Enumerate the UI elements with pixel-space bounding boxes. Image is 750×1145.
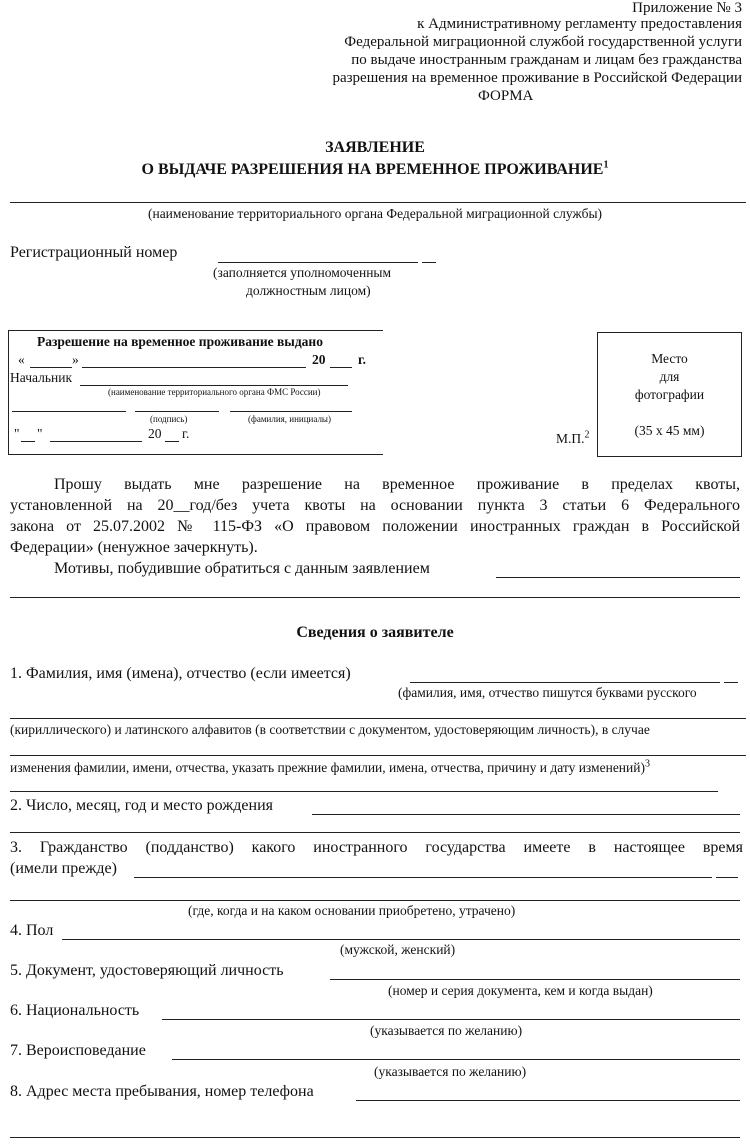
field-birth-label: 2. Число, месяц, год и место рождения (10, 797, 273, 814)
authority-line[interactable] (10, 202, 746, 203)
registration-note-2: должностным лицом) (246, 283, 371, 298)
permit-heading: Разрешение на временное проживание выдано (37, 334, 323, 349)
field-sex-label: 4. Пол (10, 922, 54, 939)
field-name-line[interactable] (410, 682, 720, 683)
request-line-4: Федерации» (ненужное зачеркнуть). (10, 539, 258, 556)
permit-quote-close: » (72, 352, 79, 367)
field-document-note: (номер и серия документа, кем и когда выдан) (388, 983, 653, 998)
field-name-footnote-mark: 3 (644, 758, 650, 770)
photo-size: (35 х 45 мм) (634, 423, 705, 438)
permit-signature-line[interactable] (135, 411, 219, 412)
registration-number-line[interactable] (218, 262, 418, 263)
title-line-1: ЗАЯВЛЕНИЕ (325, 139, 425, 156)
field-citizenship-note: (где, когда и на каком основании приобретено, утрачено) (188, 903, 516, 918)
motives-label: Мотивы, побудившие обратиться с данным заявлением (54, 560, 430, 577)
request-line-1: Прошу выдать мне разрешение на временное проживание в пределах квоты, (54, 476, 740, 493)
field-religion-line[interactable] (172, 1059, 740, 1060)
permit-date-year-line[interactable] (165, 441, 179, 442)
title-line-2-text: О ВЫДАЧЕ РАЗРЕШЕНИЯ НА ВРЕМЕННОЕ ПРОЖИВАНИЕ (141, 161, 604, 178)
permit-date-year: 20 (148, 426, 162, 441)
field-nationality-note: (указывается по желанию) (370, 1023, 523, 1038)
registration-label: Регистрационный номер (10, 244, 178, 261)
permit-day-line[interactable] (30, 367, 72, 368)
permit-date-quote-close: " (37, 426, 43, 441)
photo-line-3: фотографии (634, 387, 705, 402)
field-sex-note: (мужской, женский) (340, 942, 456, 957)
field-nationality-line[interactable] (162, 1019, 740, 1020)
motives-line-1[interactable] (496, 577, 740, 578)
permit-position-line[interactable] (12, 411, 126, 412)
stamp-footnote-mark: 2 (584, 429, 590, 441)
field-address-line-2[interactable] (10, 1137, 740, 1138)
field-sex-line[interactable] (62, 939, 740, 940)
field-document-line[interactable] (330, 979, 740, 980)
field-citizenship-line-2[interactable] (10, 900, 740, 901)
authority-caption: (наименование территориального органа Федеральной миграционной службы) (147, 206, 603, 221)
permit-chief-label: Начальник (10, 370, 73, 385)
field-address-line[interactable] (356, 1100, 740, 1101)
annex-line-3: Федеральной миграционной службой государственной услуги (344, 34, 742, 50)
annex-line-4: по выдаче иностранным гражданам и лицам без гражданства (351, 52, 742, 68)
field-citizenship-line[interactable] (134, 877, 712, 878)
permit-date-month-line[interactable] (50, 441, 142, 442)
field-name-note-3 (10, 760, 650, 776)
permit-year-suffix: г. (358, 352, 366, 367)
field-name-note-1: (фамилия, имя, отчество пишутся буквами русского (398, 685, 697, 700)
title-line-2 (0, 161, 750, 179)
request-line-3: закона от 25.07.2002 № 115-ФЗ «О правовом положении иностранных граждан в Российской (10, 518, 740, 535)
field-address-label: 8. Адрес места пребывания, номер телефона (10, 1083, 314, 1100)
field-citizenship-label-2: (имели прежде) (10, 860, 117, 877)
permit-date-suffix: г. (182, 426, 190, 441)
permit-signature-caption: (подпись) (150, 414, 188, 424)
field-religion-label: 7. Вероисповедание (10, 1042, 146, 1059)
field-birth-line[interactable] (312, 814, 740, 815)
field-name-note-3-text: изменения фамилии, имени, отчества, указать прежние фамилии, имена, отчества, причину и дату изменений) (10, 760, 645, 775)
applicant-section-heading: Сведения о заявителе (296, 624, 454, 641)
permit-chief-line[interactable] (80, 385, 348, 386)
permit-year-line[interactable] (330, 367, 352, 368)
photo-line-2: для (659, 369, 680, 384)
annex-line-5: разрешения на временное проживание в Российской Федерации (332, 70, 742, 86)
field-religion-note: (указывается по желанию) (374, 1064, 527, 1079)
registration-note-1: (заполняется уполномоченным (213, 265, 392, 280)
annex-line-2: к Административному регламенту предоставления (417, 16, 742, 32)
field-citizenship-label-1: 3. Гражданство (подданство) какого иностранного государства имеете в настоящее время (10, 839, 743, 856)
permit-year-prefix: 20 (312, 352, 326, 367)
field-nationality-label: 6. Национальность (10, 1002, 140, 1019)
field-citizenship-line-tail (716, 877, 738, 878)
field-name-line-4[interactable] (10, 791, 718, 792)
field-name-note-2: (кириллического) и латинского алфавитов (в соответствии с документом, удостоверяющим личность), в случае (10, 722, 650, 737)
field-name-line-tail (724, 682, 738, 683)
permit-chief-caption: (наименование территориального органа ФМС России) (108, 387, 321, 397)
permit-date-day-line[interactable] (21, 441, 35, 442)
permit-name-line[interactable] (230, 411, 352, 412)
field-name-line-2[interactable] (10, 718, 746, 719)
permit-date-quote-open: " (14, 426, 20, 441)
field-document-label: 5. Документ, удостоверяющий личность (10, 962, 284, 979)
motives-line-2[interactable] (10, 597, 740, 598)
stamp-label (556, 431, 590, 447)
title-footnote-mark: 1 (603, 159, 609, 171)
permit-quote-open: « (18, 352, 25, 367)
photo-line-1: Место (651, 351, 688, 366)
permit-month-line[interactable] (82, 367, 306, 368)
registration-number-line-tail (422, 262, 436, 263)
field-birth-line-2[interactable] (10, 832, 740, 833)
stamp-text: М.П. (556, 431, 585, 446)
annex-line-1: Приложение № 3 (632, 0, 742, 16)
field-name-line-3[interactable] (10, 755, 746, 756)
request-line-2: установленной на 20__год/без учета квоты на основании пункта 3 статьи 6 Федерального (10, 497, 740, 514)
permit-name-caption: (фамилия, инициалы) (248, 414, 331, 424)
field-name-label: 1. Фамилия, имя (имена), отчество (если имеется) (10, 665, 351, 682)
forma-label: ФОРМА (478, 88, 534, 104)
